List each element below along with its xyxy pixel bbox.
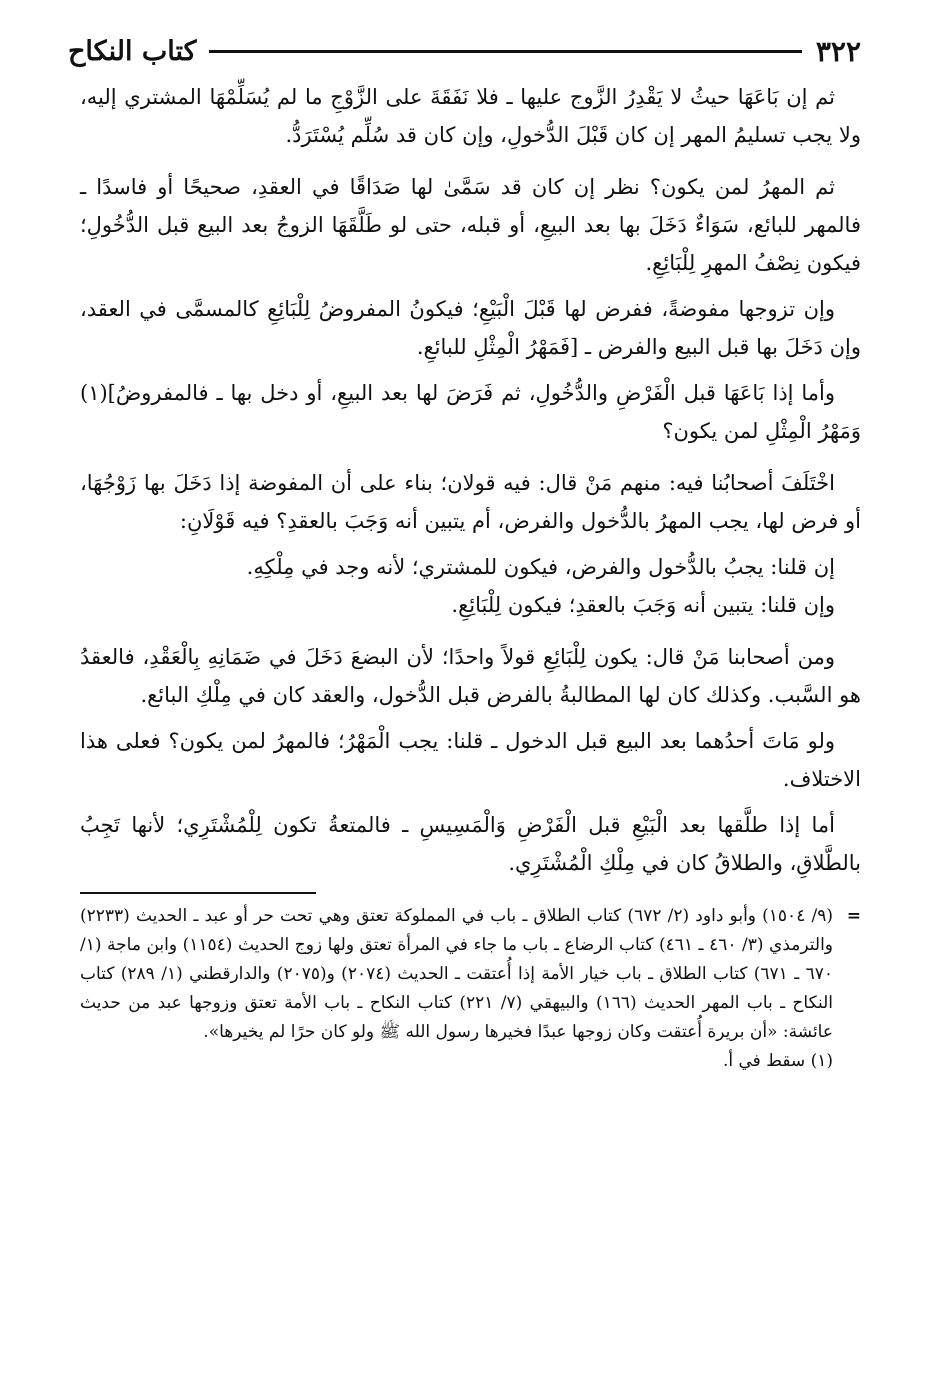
paragraph: أما إذا طلَّقها بعد الْبَيْعِ قبل الْفَرْضِ وَالْمَسِيسِ ـ فالمتعةُ تكون لِلْمُشْتَرِي؛ لأنها تَجِبُ بالطَّلاقِ، والطلاقُ كان في مِلْكِ الْمُشْتَرِي. bbox=[80, 813, 861, 875]
footnote-text: (١) سقط في أ. bbox=[722, 1051, 833, 1071]
footnote-text: (٩/ ١٥٠٤) وأبو داود (٢/ ٦٧٢) كتاب الطلاق ـ باب في المملوكة تعتق وهي تحت حر أو عبد ـ الحديث (٢٢٣٣) والترمذي (٣/ ٤٦٠ ـ ٤٦١) كتاب الرضاع ـ باب ما جاء في المرأة تعتق ولها زوج الحديث (١١٥٤) وابن ماجة (١/ ٦٧٠ ـ ٦٧١) كتاب الطلاق ـ باب خيار الأمة إذا أُعتقت ـ الحديث (٢٠٧٤) و(٢٠٧٥) والدارقطني (١/ ٢٨٩) كتاب النكاح ـ باب المهر الحديث (١٦٦) والبيهقي (٧/ ٢٢١) كتاب النكاح ـ باب الأمة تعتق وزوجها عبد من حديث عائشة: «أن بريرة أُعتقت وكان زوجها عبدًا فخيرها رسول الله ﷺ ولو كان حرًا لم يخيرها». bbox=[80, 906, 834, 1042]
paragraph: وإن تزوجها مفوضةً، ففرض لها قَبْلَ الْبَيْعِ؛ فيكونُ المفروضُ لِلْبَائِعِ كالمسمَّى في العقد، وإن دَخَلَ بها قبل البيع والفرض ـ [فَمَهْرُ الْمِثْلِ للبائعِ. bbox=[80, 297, 861, 359]
footnote-mark bbox=[833, 1047, 861, 1076]
page-header bbox=[68, 28, 861, 74]
chapter-title: كتاب النكاح bbox=[68, 35, 197, 67]
paragraph: ومن أصحابنا مَنْ قال: يكون لِلْبَائِعِ قولاً واحدًا؛ لأن البضعَ دَخَلَ في ضَمَانِهِ بِالْعَقْدِ، فالعقدُ هو السَّبب. وكذلك كان لها المطالبةُ بالفرض قبل الدُّخول، والعقد كان في مِلْكِ البائع. bbox=[80, 645, 861, 707]
footnote-divider bbox=[80, 892, 316, 894]
footnote bbox=[80, 1047, 861, 1076]
header-rule bbox=[209, 50, 802, 53]
footnotes bbox=[80, 902, 861, 1076]
paragraph: وإن قلنا: يتبين أنه وَجَبَ بالعقدِ؛ فيكون لِلْبَائِعِ. bbox=[451, 593, 835, 617]
paragraph: وأما إذا بَاعَهَا قبل الْفَرْضِ والدُّخُولِ، ثم فَرَضَ لها بعد البيعِ، أو دخل بها ـ فالمفروضُ](١) وَمَهْرُ الْمِثْلِ لمن يكون؟ bbox=[80, 381, 861, 443]
paragraph: ولو مَاتَ أحدُهما بعد البيع قبل الدخول ـ قلنا: يجب الْمَهْرُ؛ فالمهرُ لمن يكون؟ فعلى هذا الاختلاف. bbox=[80, 729, 861, 791]
footnote-mark: = bbox=[846, 906, 861, 926]
paragraph: ثم المهرُ لمن يكون؟ نظر إن كان قد سَمَّىٰ لها صَدَاقًا في العقدِ، صحيحًا أو فاسدًا ـ فالمهر للبائع، سَوَاءٌ دَخَلَ بها بعد البيعِ، أو قبله، حتى لو طَلَّقَهَا الزوجُ بعد البيع قبل الدُّخُولِ؛ فيكون نِصْفُ المهرِ لِلْبَائِعِ. bbox=[80, 175, 861, 275]
paragraph: ثم إن بَاعَهَا حيثُ لا يَقْدِرُ الزَّوج عليها ـ فلا نَفَقَةَ على الزَّوْجِ ما لم يُسَلِّمْهَا المشتري إليه، ولا يجب تسليمُ المهر إن كان قَبْلَ الدُّخولِ، وإن كان قد سُلِّم يُسْتَرَدُّ. bbox=[80, 85, 861, 147]
paragraph: إن قلنا: يجبُ بالدُّخول والفرض، فيكون للمشتري؛ لأنه وجد في مِلْكِهِ. bbox=[246, 555, 835, 579]
main-text bbox=[80, 78, 861, 1314]
footnote bbox=[80, 902, 861, 1047]
paragraph: اخْتَلَفَ أصحابُنا فيه: منهم مَنْ قال: فيه قولان؛ بناء على أن المفوضة إذا دَخَلَ بها زَوْجُهَا، أو فرض لها، يجب المهرُ بالدُّخول والفرض، أم يتبين أنه وَجَبَ بالعقدِ؟ فيه قَوْلَانِ: bbox=[80, 471, 861, 533]
page-number: ٣٢٢ bbox=[815, 34, 861, 68]
